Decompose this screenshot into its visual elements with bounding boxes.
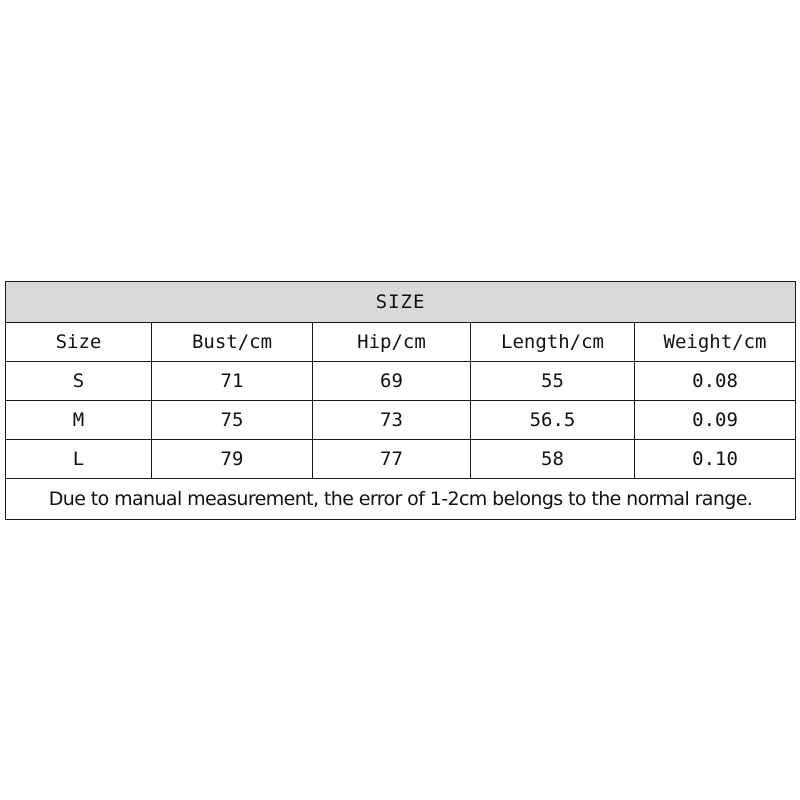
column-header-weight: Weight/cm [635, 323, 796, 362]
table-cell-size: L [6, 440, 152, 479]
table-cell-hip: 73 [313, 401, 471, 440]
table-title-row [6, 282, 796, 323]
table-cell-length: 55 [471, 362, 635, 401]
size-chart-table [5, 281, 796, 520]
column-header-length: Length/cm [471, 323, 635, 362]
column-header-bust: Bust/cm [152, 323, 313, 362]
column-header-size: Size [6, 323, 152, 362]
table-cell-weight: 0.10 [635, 440, 796, 479]
table-cell-bust: 75 [152, 401, 313, 440]
table-cell-length: 58 [471, 440, 635, 479]
table-cell-weight: 0.09 [635, 401, 796, 440]
table-cell-hip: 69 [313, 362, 471, 401]
table-cell-bust: 71 [152, 362, 313, 401]
table-cell-weight: 0.08 [635, 362, 796, 401]
table-cell-length: 56.5 [471, 401, 635, 440]
table-cell-bust: 79 [152, 440, 313, 479]
table-cell-size: M [6, 401, 152, 440]
table-row [6, 440, 796, 479]
table-row [6, 401, 796, 440]
table-cell-size: S [6, 362, 152, 401]
table-cell-hip: 77 [313, 440, 471, 479]
column-header-hip: Hip/cm [313, 323, 471, 362]
measurement-note: Due to manual measurement, the error of 1-2cm belongs to the normal range. [6, 479, 796, 520]
table-note-row [6, 479, 796, 520]
table-header-row [6, 323, 796, 362]
table-title: SIZE [6, 282, 796, 323]
table-row [6, 362, 796, 401]
